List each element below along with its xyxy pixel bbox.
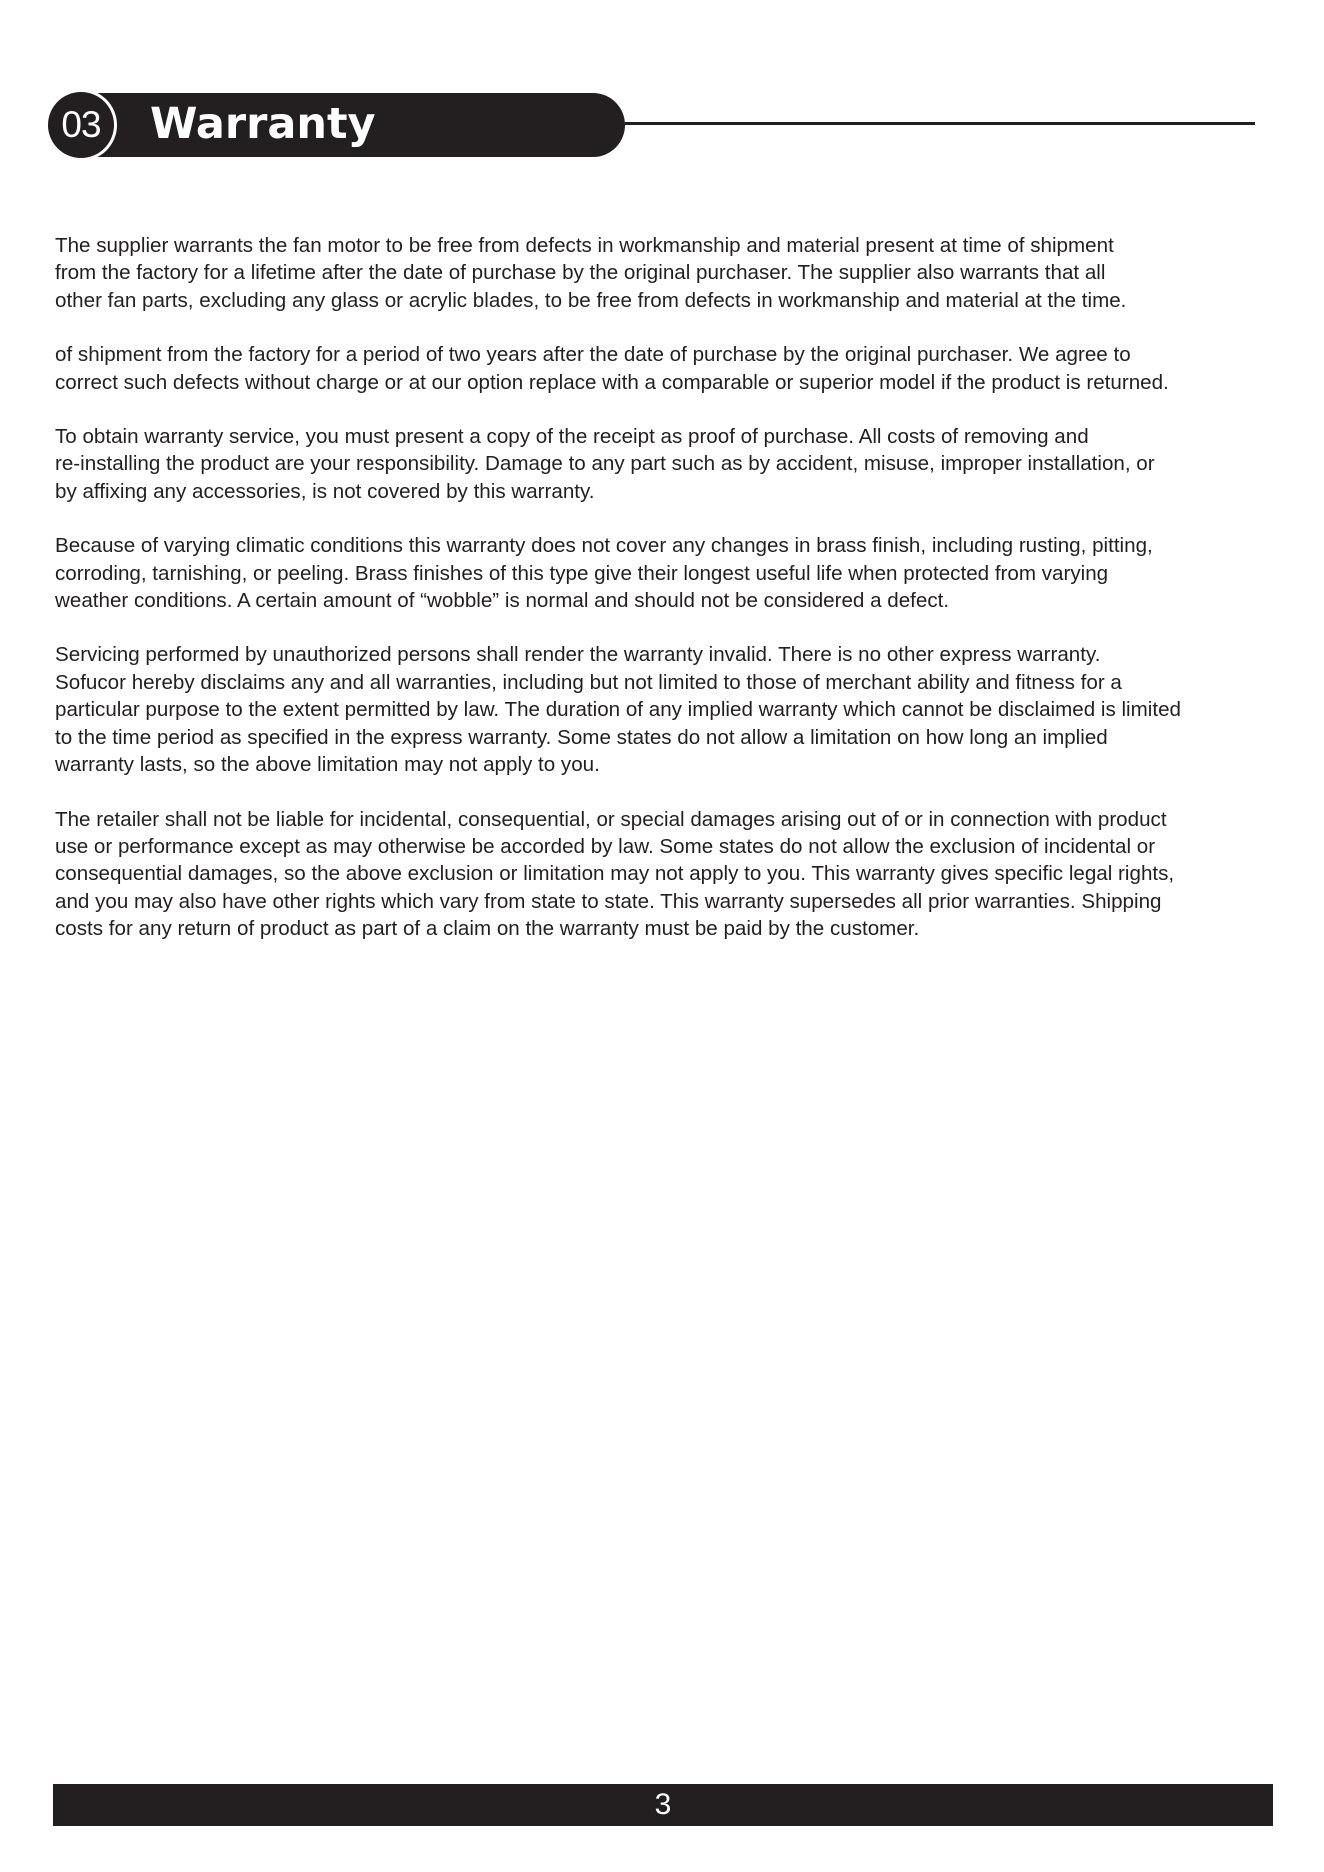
warranty-text [55,232,1275,970]
section-header [48,92,1208,158]
section-title: Warranty [150,99,376,149]
text-line: correct such defects without charge or at our option replace with a comparable or superior model if the product is returned. [55,370,1169,394]
text-line: of shipment from the factory for a period of two years after the date of purchase by the original purchaser. We agree to [55,343,1131,367]
text-line: The supplier warrants the fan motor to be free from defects in workmanship and material present at time of shipment [55,234,1114,257]
text-line: To obtain warranty service, you must present a copy of the receipt as proof of purchase. All costs of removing and [55,425,1089,449]
text-line: re-installing the product are your responsibility. Damage to any part such as by accident, misuse, improper installation, or [55,452,1155,476]
paragraph-parts-period [55,341,1275,396]
text-line: and you may also have other rights which vary from state to state. This warranty supersedes all prior warranties. Shipping [55,889,1162,913]
page-footer-bar [53,1784,1273,1826]
text-line: to the time period as specified in the express warranty. Some states do not allow a limitation on how long an implied [55,725,1108,749]
text-line: Sofucor hereby disclaims any and all warranties, including but not limited to those of merchant ability and fitness for a [55,670,1122,694]
text-line: warranty lasts, so the above limitation may not apply to you. [55,753,600,777]
header-divider-line [625,122,1255,125]
text-line: by affixing any accessories, is not covered by this warranty. [55,479,595,503]
page-number: 3 [654,1788,672,1821]
text-line: Because of varying climatic conditions this warranty does not cover any changes in brass finish, including rusting, pitting, [55,534,1153,558]
section-number-badge: 03 [48,92,114,158]
text-line: Servicing performed by unauthorized persons shall render the warranty invalid. There is no other express warranty. [55,643,1101,667]
text-line: costs for any return of product as part of a claim on the warranty must be paid by the customer. [55,917,920,941]
text-line: consequential damages, so the above exclusion or limitation may not apply to you. This warranty gives specific legal rights, [55,862,1175,886]
text-line: from the factory for a lifetime after the date of purchase by the original purchaser. The supplier also warrants that all [55,261,1106,285]
paragraph-disclaimer [55,641,1275,778]
text-line: corroding, tarnishing, or peeling. Brass finishes of this type give their longest useful life when protected from varying [55,561,1109,585]
paragraph-liability [55,806,1275,943]
text-line: use or performance except as may otherwise be accorded by law. Some states do not allow the exclusion of incidental or [55,834,1156,858]
paragraph-brass-finish [55,532,1275,614]
text-line: The retailer shall not be liable for incidental, consequential, or special damages arising out of or in connection with product [55,807,1167,831]
paragraph-coverage [55,232,1275,314]
text-line: other fan parts, excluding any glass or acrylic blades, to be free from defects in workmanship and material at the time. [55,288,1127,312]
text-line: weather conditions. A certain amount of “wobble” is normal and should not be considered a defect. [55,589,950,613]
text-line: particular purpose to the extent permitted by law. The duration of any implied warranty which cannot be disclaimed is limited [55,698,1181,722]
paragraph-service [55,423,1275,505]
